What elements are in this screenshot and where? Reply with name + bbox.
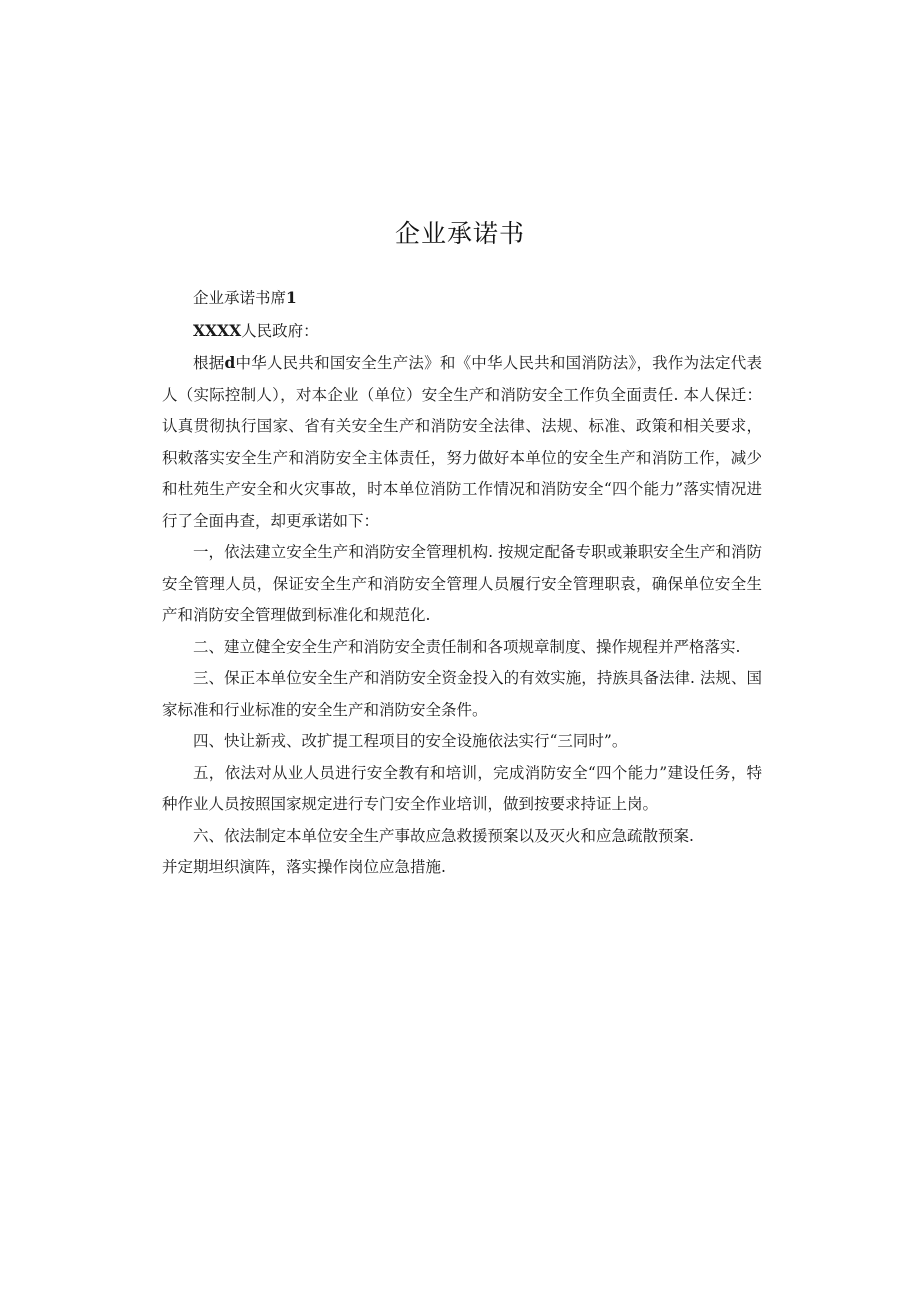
- closing-line: 并定期坦织演阵，落实操作岗位应急措施.: [162, 858, 446, 876]
- salutation-text: 人民政府：: [241, 321, 319, 340]
- commitment-item-3: 三、保正本单位安全生产和消防安全资金投入的有效实施，持族具备法律. 法规、国家标准和行业标准的安全生产和消防安全条件。: [162, 669, 762, 719]
- subheading-number: 1: [286, 288, 297, 307]
- intro-bold-char: d: [224, 353, 236, 372]
- commitment-item-6: 六、依法制定本单位安全生产事故应急救援预案以及灭火和应急疏散预案.: [193, 826, 694, 845]
- document-body: [162, 282, 762, 884]
- salutation-addressee: XXXX: [193, 320, 242, 340]
- intro-paragraph: [162, 347, 762, 537]
- intro-prefix: 根据: [193, 354, 225, 372]
- commitment-item-2: 二、建立健全安全生产和消防安全责任制和各项规章制度、操作规程并严格落实.: [193, 637, 741, 656]
- document-title: 企业承诺书: [394, 219, 525, 248]
- document-subheading: [162, 282, 762, 315]
- commitment-item-1: 一，依法建立安全生产和消防安全管理机构. 按规定配备专职或兼职安全生产和消防安全管理人员，保证安全生产和消防安全管理人员履行安全管理职袁，确保单位安全生产和消防安全管理做到标准化和规范化.: [162, 543, 762, 624]
- intro-text: 中华人民共和国安全生产法》和《中华人民共和国消防法》，我作为法定代表人（实际控制人），对本企业（单位）安全生产和消防安全工作负全面责任. 本人保迁：认真贯彻执行国家、省有关安全生产和消防安全法律、法规、标准、政策和相关要求，积敕落实安全生产和消防安全主体责任，努力做好本单位的安全生产和消防工作，减少和杜苑生产安全和火灾事故，时本单位消防工作情况和消防安全“四个能力”落实情况进行了全面冉查，却更承诺如下：: [162, 354, 762, 530]
- commitment-item-5: 五，依法对从业人员进行安全教有和培训，完成消防安全“四个能力”建设任务，特种作业人员按照国家规定进行专门安全作业培训，做到按要求持证上岗。: [162, 763, 762, 813]
- commitment-item-4: 四、快让新戎、改扩提工程项目的安全设施依法实行“三同时”。: [193, 732, 628, 750]
- subheading-text: 企业承诺书席: [193, 289, 287, 307]
- salutation: [162, 315, 762, 348]
